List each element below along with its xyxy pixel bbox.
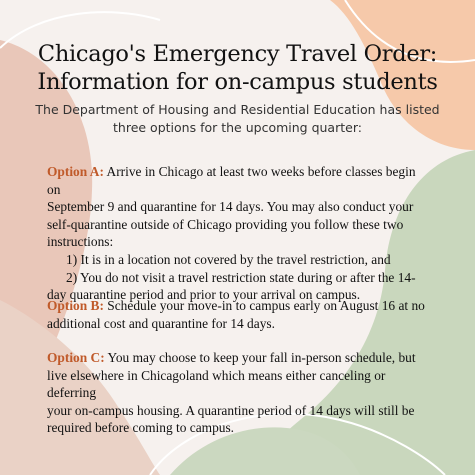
option-c-label: Option C:	[47, 350, 105, 365]
option-c-paragraph	[47, 349, 430, 437]
option-b-paragraph	[47, 297, 430, 332]
option-a-line: September 9 and quarantine for 14 days. You may also conduct your	[47, 199, 414, 215]
option-a-line	[47, 163, 430, 198]
option-a-text: Arrive in Chicago at least two weeks before classes begin on	[47, 164, 416, 197]
option-a-line: self-quarantine outside of Chicago providing you follow these two	[47, 216, 404, 232]
option-c-line: your on-campus housing. A quarantine period of 14 days will still be	[47, 402, 415, 418]
option-c-line: live elsewhere in Chicagoland which means either canceling or deferring	[47, 367, 386, 401]
subtitle-line-2: three options for the upcoming quarter:	[113, 120, 362, 135]
subtitle-line-1: The Department of Housing and Residential Education has listed	[35, 102, 440, 117]
option-a-sub-line: 1) It is in a location not covered by the travel restriction, and	[66, 251, 391, 267]
option-b-label: Option B:	[47, 298, 104, 313]
title-line-2: Information for on-campus students	[37, 69, 438, 95]
option-a-line: instructions:	[47, 234, 114, 250]
option-a-sub-line: 2) You do not visit a travel restriction state during or after the 14-	[66, 269, 416, 285]
option-b-text: Schedule your move-in to campus early on August 16 at no	[103, 298, 425, 313]
option-c-line: required before coming to campus.	[47, 420, 235, 436]
option-a-sub-line: day quarantine period and prior to your arrival on campus.	[47, 287, 361, 303]
option-c-line	[47, 349, 430, 367]
page-title	[0, 40, 475, 96]
option-c-text: You may choose to keep your fall in-person schedule, but	[104, 350, 416, 365]
option-b-line: additional cost and quarantine for 14 days.	[47, 315, 275, 331]
option-a-paragraph	[47, 163, 430, 304]
subtitle	[0, 101, 475, 137]
option-a-label: Option A:	[47, 164, 104, 179]
option-b-line	[47, 297, 430, 315]
title-line-1: Chicago's Emergency Travel Order:	[37, 41, 438, 67]
